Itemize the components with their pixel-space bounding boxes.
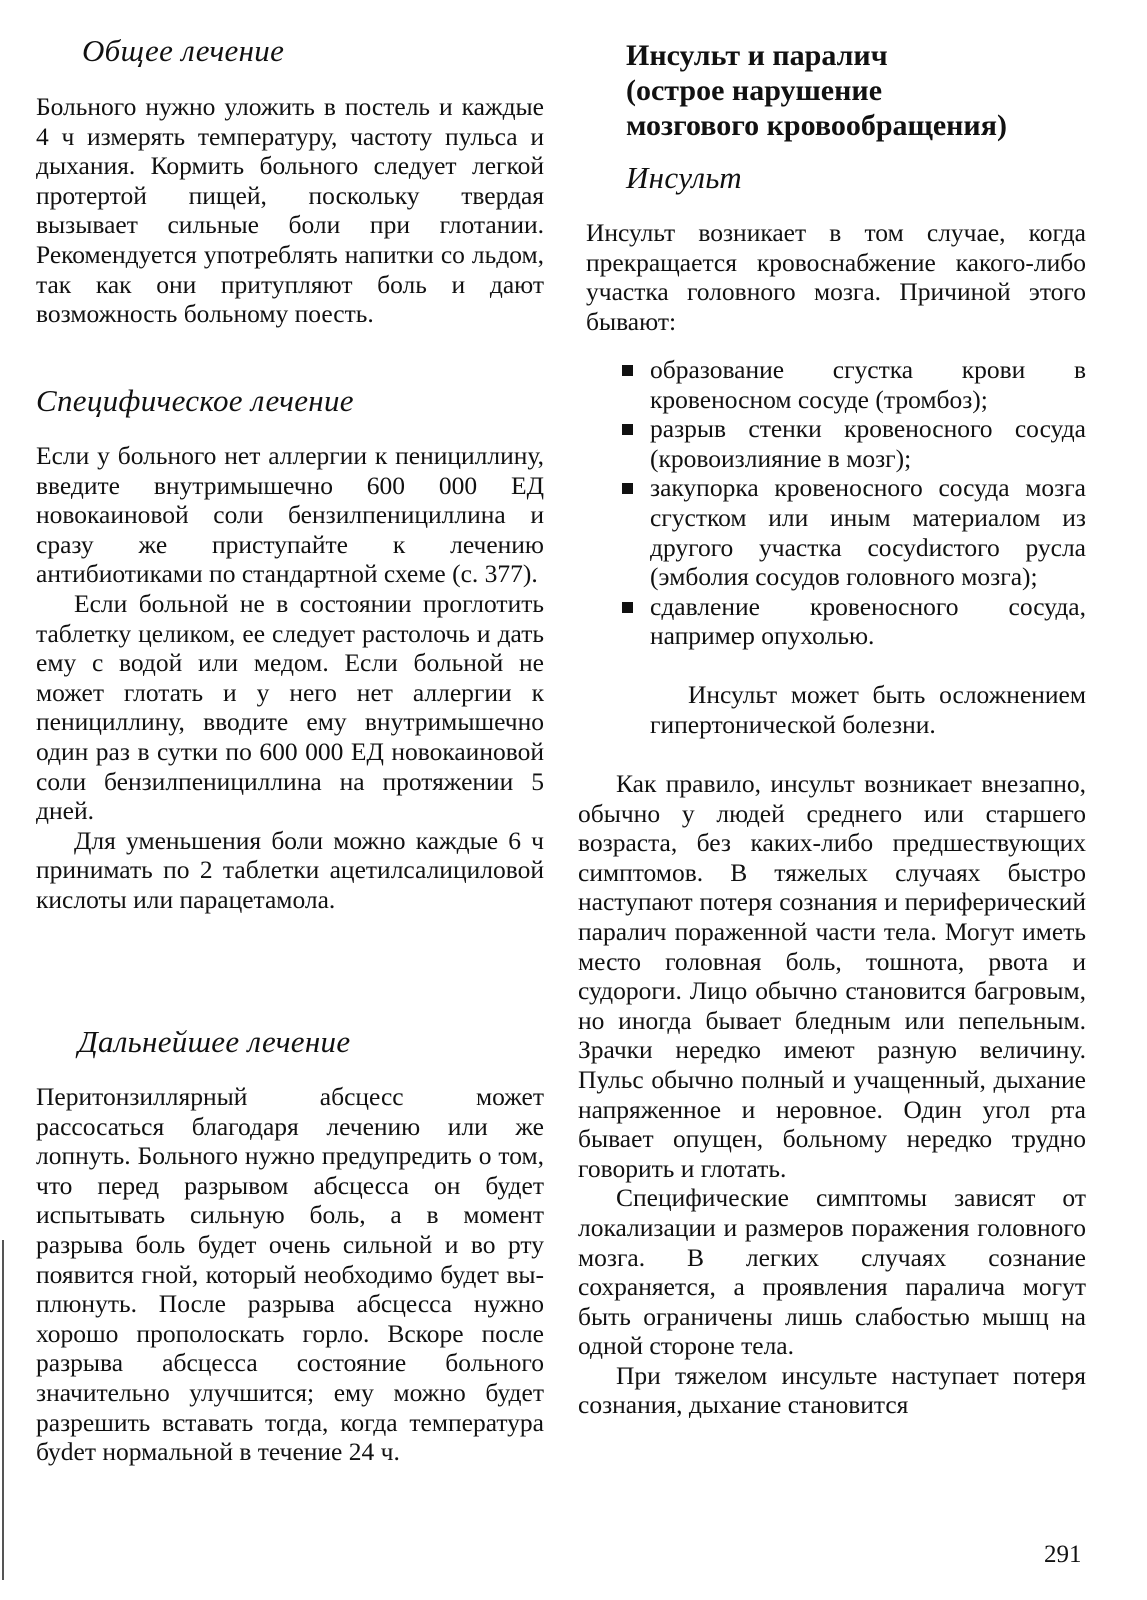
bullet-square-icon [622,602,633,613]
specific-treatment-body [36,441,544,915]
stroke-paragraph: Как правило, инсульт возникает внезапно, обычно у людей среднего или старшего возраста, без каких-либо предшествующих симптомов. В тяжелых случаях быстро наступают потеря сознания и периферический паралич пораженной части тела. Могут иметь место головная боль, тошнота, рвота и судороги. Лицо обычно становится багровым, но иногда бывает бледным или пепельным. Зрачки нередко имеют разную величину. Пульс обычно полный и учащенный, дыхание напряженное и неровное. Один угол рта бывает опущен, больному нередко трудно говорить и глотать. [578,769,1086,1183]
page-number: 291 [1044,1541,1082,1568]
chapter-title-line: Инсульт и паралич [626,39,888,72]
chapter-title [626,38,1007,143]
stroke-paragraph: Специфические симптомы зависят от локализации и размеров поражения головного мозга. В легких случаях сознание сохраняется, а проявления паралича могут быть ограничены лишь слабостью мышц на одной стороне тела. [578,1183,1086,1361]
list-item [578,473,1086,591]
bullet-square-icon [622,424,633,435]
list-item-text: сдавление кровеносного сосуда, например опухолью. [650,591,1086,651]
stroke-note: Инсульт может быть осложнением гипертонической болезни. [650,680,1086,739]
bullet-square-icon [622,483,633,494]
stroke-body [578,769,1086,1420]
list-item-text: образование сгустка крови в кровеносном сосуде (тромбоз); [650,355,1086,414]
list-item-text: закупорка кровеносного сосуда мозга сгустком или иным материалом из другого участка сосуdистого русла (эмболия сосудов головного мозга); [650,473,1086,592]
general-treatment-heading: Общее лечение [82,33,285,68]
chapter-title-line: мозгового кровообращения) [626,109,1007,142]
bullet-square-icon [622,365,633,376]
further-treatment-heading: Дальнейшее лечение [78,1024,351,1059]
specific-treatment-heading: Специфическое лечение [36,383,354,418]
further-treatment-paragraph: Перитонзиллярный абсцесс может рассосаться благодаря лечению или же лопнуть. Больного нужно предупредить о том, что перед разрывом абсцесса он будет испытывать сильную боль, а в момент разрыва боль будет очень сильной и во рту появится гной, который необходимо будет выплюнуть. После разрыва абсцесса нужно хорошо прополоскать горло. Вскоре после разрыва абсцесса состояние больного значительно улучшится; ему можно будет разрешить вставать тогда, когда температура буdет нормальной в течение 24 ч. [36,1082,544,1467]
stroke-causes-list [578,355,1086,651]
stroke-intro-paragraph: Инсульт возникает в том случае, когда прекращается кровоснабжение какого-либо участка головного мозга. Причиной этого бывают: [586,218,1086,336]
stroke-paragraph: При тяжелом инсульте наступает потеря сознания, дыхание становится [578,1360,1086,1420]
specific-treatment-paragraph: Если больной не в состоянии проглотить таблетку целиком, ее следует растолочь и дать ему с водой или медом. Если больной не может глотать и у него нет аллергии к пенициллину, вводите ему внутримышечно один раз в сутки по 600 000 ЕД новокаиновой соли бензилпенициллина на протяжении 5 дней. [36,588,544,826]
chapter-title-line: (острое нарушение [626,74,883,107]
list-item [578,592,1086,651]
specific-treatment-paragraph: Если у больного нет аллергии к пенициллину, введите внутримышечно 600 000 ЕД новокаиновой соли бензилпенициллина и сразу же приступайте к лечению антибиотиками по стандартной схеме (с. 377). [36,441,544,589]
general-treatment-paragraph: Больного нужно уложить в постель и каждые 4 ч измерять температуру, частоту пульса и дыхания. Кормить больного следует легкой протертой пищей, поскольку твердая вызывает сильные боли при глотании. Рекомендуется употреблять напитки со льдом, так как они притупляют боль и дают возможность больному поесть. [36,92,544,329]
specific-treatment-paragraph: Для уменьшения боли можно каждые 6 ч принимать по 2 таблетки ацетилсалициловой кислоты или парацетамола. [36,825,544,914]
scan-margin-line [2,1240,4,1580]
list-item [578,355,1086,414]
list-item [578,414,1086,473]
list-item-text: разрыв стенки кровеносного сосуда (кровоизлияние в мозг); [650,414,1086,473]
stroke-heading: Инсульт [626,160,742,195]
